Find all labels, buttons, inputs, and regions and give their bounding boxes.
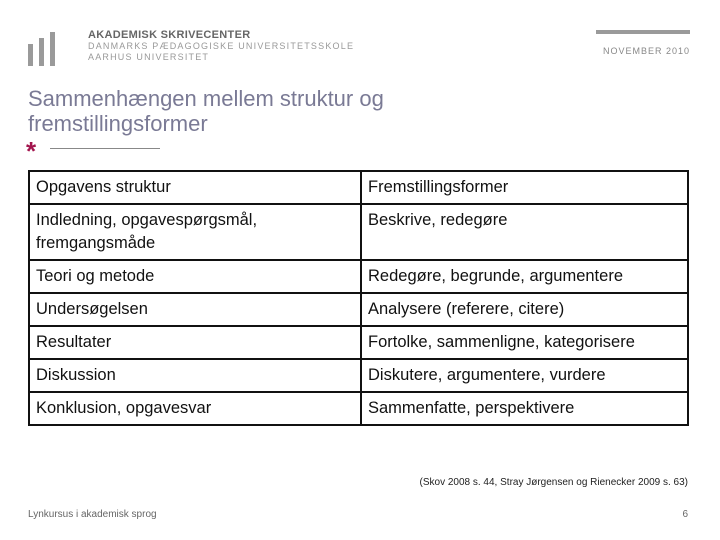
university-logo [28, 32, 68, 66]
slide-title [28, 86, 384, 136]
table-row [29, 359, 688, 392]
structure-table [28, 170, 689, 426]
table-row [29, 260, 688, 293]
table-cell: Analysere (referere, citere) [361, 293, 688, 326]
table-header-cell: Fremstillingsformer [361, 171, 688, 204]
date-label: NOVEMBER 2010 [602, 46, 690, 56]
org-line-3: AARHUS UNIVERSITET [88, 52, 210, 62]
table-cell: Redegøre, begrunde, argumentere [361, 260, 688, 293]
slide-title-line-1: Sammenhængen mellem struktur og [28, 86, 384, 111]
header-accent-line [596, 30, 690, 34]
table-cell: Fortolke, sammenligne, kategorisere [361, 326, 688, 359]
table-row [29, 293, 688, 326]
footer-label: Lynkursus i akademisk sprog [28, 509, 157, 520]
table-header-cell: Opgavens struktur [29, 171, 361, 204]
title-divider [50, 148, 160, 149]
source-reference: (Skov 2008 s. 44, Stray Jørgensen og Rienecker 2009 s. 63) [419, 477, 688, 488]
table-cell: Resultater [29, 326, 361, 359]
page-number: 6 [682, 509, 688, 520]
table-cell: Diskutere, argumentere, vurdere [361, 359, 688, 392]
table-cell: Beskrive, redegøre [361, 204, 688, 260]
table-cell: Indledning, opgavespørgsmål, fremgangsmåde [29, 204, 361, 260]
table-cell: Sammenfatte, perspektivere [361, 392, 688, 425]
organization-header [88, 30, 354, 63]
org-line-2: DANMARKS PÆDAGOGISKE UNIVERSITETSSKOLE [88, 41, 355, 51]
slide-title-line-2: fremstillingsformer [28, 111, 208, 136]
table-row [29, 326, 688, 359]
table-cell: Undersøgelsen [29, 293, 361, 326]
asterisk-icon: * [26, 136, 37, 166]
table-cell: Diskussion [29, 359, 361, 392]
table-row [29, 204, 688, 260]
table-cell: Konklusion, opgavesvar [29, 392, 361, 425]
table-row [29, 392, 688, 425]
table-header-row [29, 171, 688, 204]
table-cell: Teori og metode [29, 260, 361, 293]
org-name: AKADEMISK SKRIVECENTER [88, 29, 251, 41]
